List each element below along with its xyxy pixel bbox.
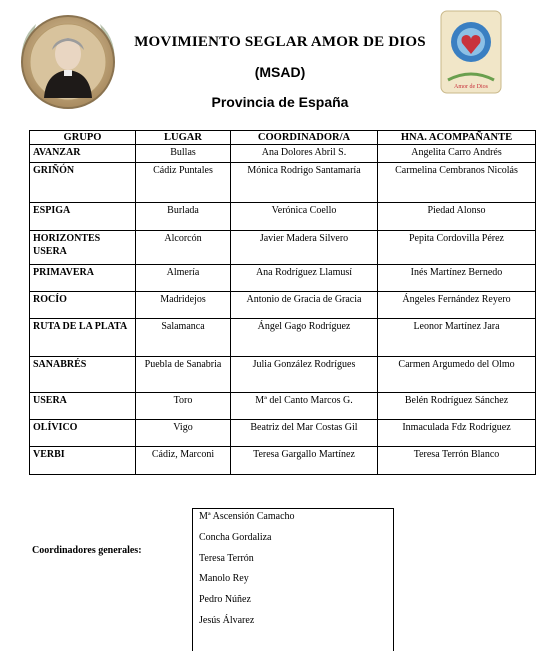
coordinador-cell: Ana Rodríguez Llamusí — [231, 265, 378, 292]
lugar-cell: Salamanca — [136, 319, 231, 357]
coordinador-cell: Mónica Rodrigo Santamaría — [231, 163, 378, 203]
table-row — [30, 203, 536, 231]
acompanante-cell: Belén Rodríguez Sánchez — [378, 393, 536, 420]
amor-de-dios-logo — [440, 10, 502, 94]
document-abbreviation: (MSAD) — [254, 64, 306, 80]
grupo-cell: PRIMAVERA — [30, 265, 136, 292]
coordinator-name: Jesús Álvarez — [199, 615, 255, 626]
grupo-cell: RUTA DE LA PLATA — [30, 319, 136, 357]
lugar-cell: Puebla de Sanabria — [136, 357, 231, 393]
table-row — [30, 393, 536, 420]
document-header — [0, 0, 558, 125]
acompanante-cell: Inés Martínez Bernedo — [378, 265, 536, 292]
header-coordinador: COORDINADOR/A — [231, 131, 378, 145]
lugar-cell: Toro — [136, 393, 231, 420]
lugar-cell: Cádiz Puntales — [136, 163, 231, 203]
header-acompanante: HNA. ACOMPAÑANTE — [378, 131, 536, 145]
table-row — [30, 319, 536, 357]
table-row — [30, 447, 536, 475]
acompanante-cell: Teresa Terrón Blanco — [378, 447, 536, 475]
lugar-cell: Cádiz, Marconi — [136, 447, 231, 475]
coordinador-cell: Ángel Gago Rodríguez — [231, 319, 378, 357]
lugar-cell: Alcorcón — [136, 231, 231, 265]
lugar-cell: Almería — [136, 265, 231, 292]
acompanante-cell: Leonor Martínez Jara — [378, 319, 536, 357]
coordinador-cell: Antonio de Gracia de Gracia — [231, 292, 378, 319]
acompanante-cell: Angelita Carro Andrés — [378, 145, 536, 163]
table-row — [30, 231, 536, 265]
grupo-cell: ROCÍO — [30, 292, 136, 319]
lugar-cell: Bullas — [136, 145, 231, 163]
coordinator-name: Teresa Terrón — [199, 553, 254, 564]
logo-text: Amor de Dios — [454, 84, 488, 90]
coordinador-cell: Mª del Canto Marcos G. — [231, 393, 378, 420]
table-row — [30, 265, 536, 292]
table-row — [30, 292, 536, 319]
founder-portrait-logo — [16, 10, 120, 114]
grupo-cell: VERBI — [30, 447, 136, 475]
table-row — [30, 145, 536, 163]
grupo-cell: USERA — [30, 393, 136, 420]
table-row — [30, 163, 536, 203]
coordinador-cell: Beatriz del Mar Costas Gil — [231, 420, 378, 447]
lugar-cell: Vigo — [136, 420, 231, 447]
coordinador-cell: Teresa Gargallo Martínez — [231, 447, 378, 475]
acompanante-cell: Carmelina Cembranos Nicolás — [378, 163, 536, 203]
table-row — [30, 357, 536, 393]
grupo-cell: ESPIGA — [30, 203, 136, 231]
document-title: MOVIMIENTO SEGLAR AMOR DE DIOS — [134, 34, 426, 50]
general-coordinators-label: Coordinadores generales: — [32, 545, 142, 556]
coordinador-cell: Verónica Coello — [231, 203, 378, 231]
table-header-row — [30, 131, 536, 145]
table-row — [30, 420, 536, 447]
coordinador-cell: Julia González Rodrígues — [231, 357, 378, 393]
coordinator-name: Manolo Rey — [199, 573, 249, 584]
grupo-cell: AVANZAR — [30, 145, 136, 163]
coordinator-name: Concha Gordaliza — [199, 532, 272, 543]
coordinador-cell: Ana Dolores Abril S. — [231, 145, 378, 163]
groups-table — [29, 130, 536, 475]
coordinator-name: Pedro Núñez — [199, 594, 251, 605]
document-province: Provincia de España — [211, 94, 349, 110]
acompanante-cell: Ángeles Fernández Reyero — [378, 292, 536, 319]
acompanante-cell: Inmaculada Fdz Rodríguez — [378, 420, 536, 447]
header-lugar: LUGAR — [136, 131, 231, 145]
acompanante-cell: Pepita Cordovilla Pérez — [378, 231, 536, 265]
lugar-cell: Madridejos — [136, 292, 231, 319]
grupo-cell: OLÍVICO — [30, 420, 136, 447]
grupo-cell: SANABRÉS — [30, 357, 136, 393]
header-grupo: GRUPO — [30, 131, 136, 145]
acompanante-cell: Piedad Alonso — [378, 203, 536, 231]
grupo-cell: HORIZONTES USERA — [30, 231, 136, 265]
coordinator-name: Mª Ascensión Camacho — [199, 511, 295, 522]
acompanante-cell: Carmen Argumedo del Olmo — [378, 357, 536, 393]
lugar-cell: Burlada — [136, 203, 231, 231]
general-coordinators-box — [192, 508, 394, 651]
coordinador-cell: Javier Madera Silvero — [231, 231, 378, 265]
grupo-cell: GRIÑÓN — [30, 163, 136, 203]
